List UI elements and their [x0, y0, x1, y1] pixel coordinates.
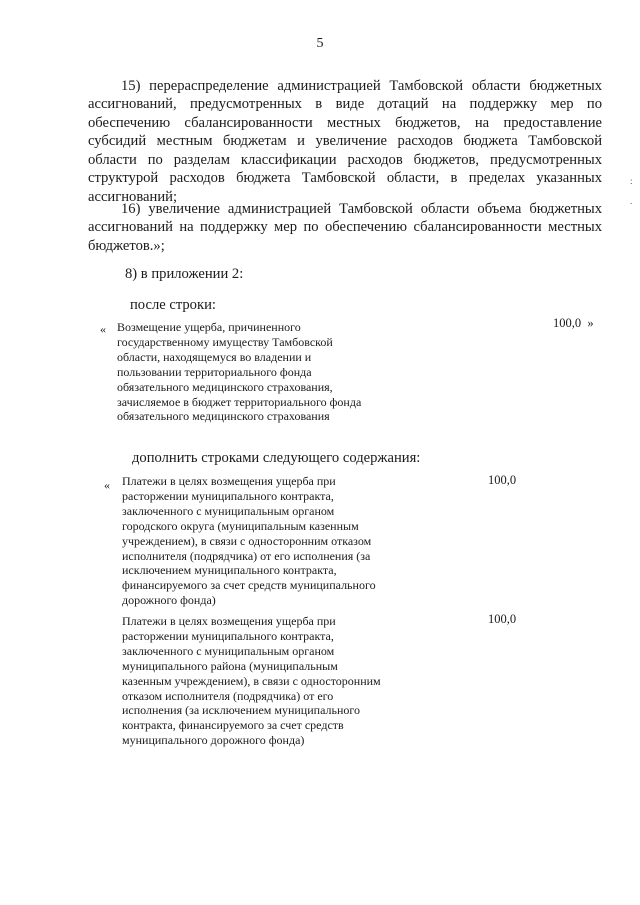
scan-edge-mark: . — [630, 196, 633, 206]
old-row-text: Возмещение ущерба, причиненного государственному имуществу Тамбовской области, находящемуся во владении и пользовании территориального фонда обязательного медицинского страхования, зачисляемое в бюджет территориального фонда обязательного медицинского страхования — [117, 320, 362, 424]
new-row-1-amount: 100,0 — [488, 473, 517, 487]
scan-edge-mark: : — [630, 176, 633, 186]
new-row-2-text: Платежи в целях возмещения ущерба при расторжении муниципального контракта, заключенного с муниципальным органом муниципального района (муниципальным казенным учреждением), в связи с односторонним отказом исполнителя (подрядчика) от его исполнения (за исключением муниципального контракта, финансируемого за счет средств муниципального дорожного фонда) — [122, 614, 381, 748]
paragraph-16: 16) увеличение администрацией Тамбовской области объема бюджетных ассигнований на поддержку мер по обеспечению сбалансированности местных бюджетов.»; — [88, 200, 602, 254]
new-row-1-open-quote: « — [104, 478, 110, 492]
old-row-amount-cell — [553, 316, 594, 330]
old-row-amount: 100,0 — [553, 316, 582, 330]
new-row-2-amount: 100,0 — [488, 612, 517, 626]
instruction-add-lines: дополнить строками следующего содержания: — [132, 450, 421, 466]
instruction-after-line: после строки: — [130, 297, 216, 313]
new-row-1-text: Платежи в целях возмещения ущерба при расторжении муниципального контракта, заключенного с муниципальным органом городского округа (муниципальным казенным учреждением), в связи с односторонним отказом исполнителя (подрядчика) от его исполнения (за исключением муниципального контракта, финансируемого за счет средств муниципального дорожного фонда) — [122, 474, 376, 608]
paragraph-15: 15) перераспределение администрацией Тамбовской области бюджетных ассигнований, предусмотренных в виде дотаций на поддержку мер по обеспечению сбалансированности местных бюджетов, на предоставление субсидий местным бюджетам и увеличение расходов бюджета Тамбовской области по разделам классификации расходов бюджетов, предусмотренных структурой расходов бюджета Тамбовской области, в пределах указанных ассигнований; — [88, 77, 602, 205]
page-number: 5 — [316, 36, 324, 51]
old-row-open-quote: « — [100, 322, 106, 336]
old-row-close-quote: » — [587, 316, 594, 330]
instruction-item-8: 8) в приложении 2: — [125, 266, 244, 282]
